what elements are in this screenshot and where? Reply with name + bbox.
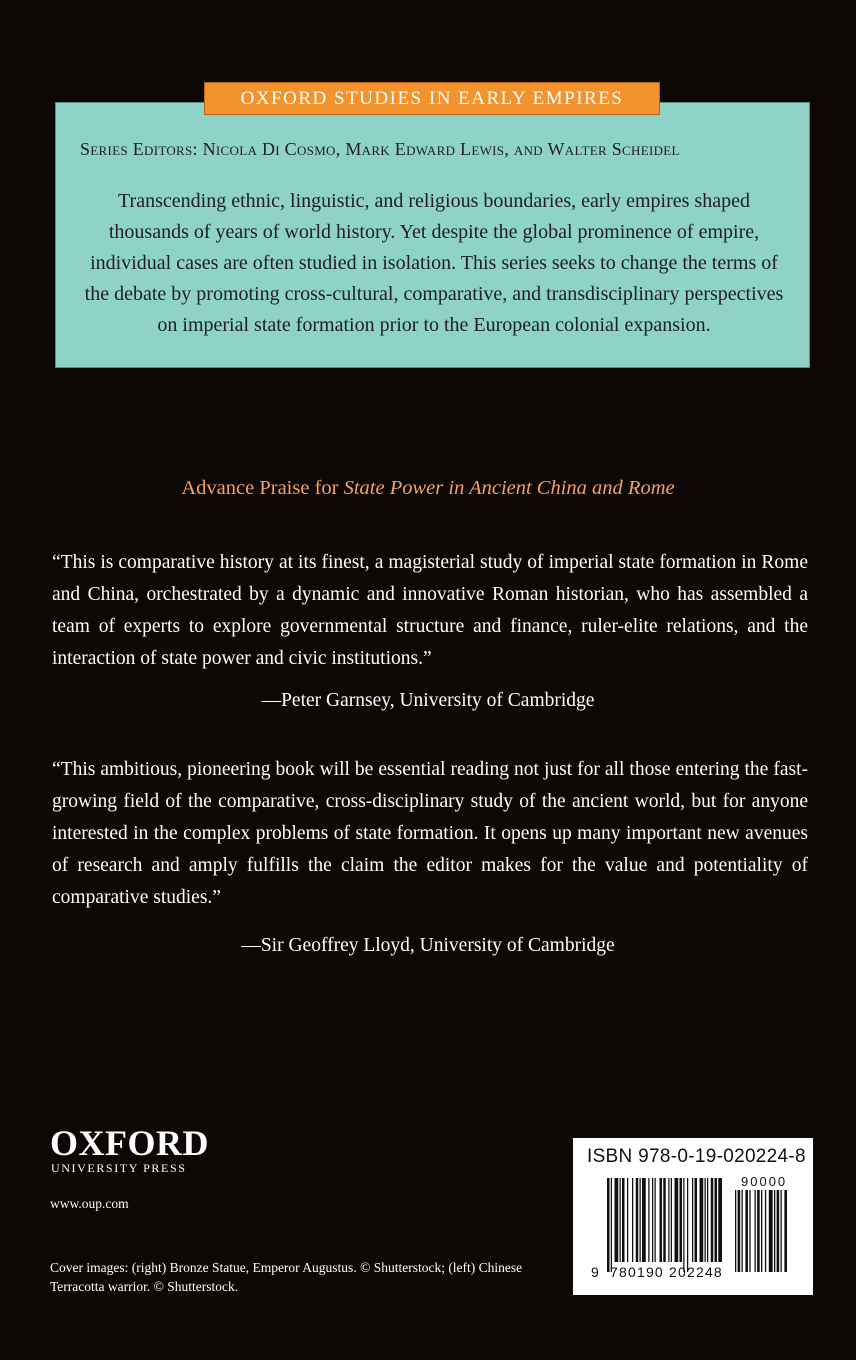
barcode-bar — [648, 1178, 649, 1262]
barcode-bar — [632, 1178, 633, 1262]
barcode-addon-bars — [735, 1190, 787, 1272]
barcode-digits: 780190 202248 — [610, 1264, 723, 1280]
praise-heading-book-title: State Power in Ancient China and Rome — [343, 477, 675, 499]
barcode-addon-bar — [755, 1190, 756, 1272]
barcode-addon-bar — [765, 1190, 766, 1272]
barcode-bar — [655, 1178, 656, 1262]
barcode-addon-bar — [761, 1190, 762, 1272]
barcode-bar — [683, 1178, 684, 1272]
barcode-bar — [622, 1178, 625, 1262]
barcode-bar — [671, 1178, 672, 1262]
barcode-bar — [705, 1178, 706, 1262]
barcode-addon-bar — [738, 1190, 741, 1272]
barcode-addon-bar — [784, 1190, 787, 1272]
praise-attribution-2: —Sir Geoffrey Lloyd, University of Cambridge — [241, 935, 615, 956]
barcode-bar — [718, 1178, 722, 1262]
publisher-website[interactable]: www.oup.com — [50, 1196, 129, 1211]
barcode-addon-bar — [742, 1190, 743, 1272]
barcode-addon-bar — [774, 1190, 775, 1272]
barcode-first-digit: 9 — [591, 1264, 599, 1280]
barcode-addon-bar — [735, 1190, 736, 1272]
barcode-addon-bar — [777, 1190, 780, 1272]
isbn-barcode — [573, 1138, 813, 1295]
series-description: Transcending ethnic, linguistic, and religious boundaries, early empires shaped thousands of years of world history. Yet despite the global prominence of empire, individual cases are often studied in isolation. This series seeks to change the terms of the debate by promoting cross-cultural, comparative, and transdisciplinary perspectives on imperial state formation prior to the European colonial expansion. — [84, 190, 784, 336]
publisher-logo-subtitle: UNIVERSITY PRESS — [51, 1161, 187, 1175]
praise-heading — [0, 477, 856, 500]
barcode-bar — [680, 1178, 683, 1262]
barcode-bar — [627, 1178, 628, 1262]
barcode-bar — [615, 1178, 619, 1262]
publisher-logo-name: OXFORD — [50, 1123, 209, 1163]
barcode-addon-bar — [769, 1190, 773, 1272]
barcode-bar — [700, 1178, 704, 1262]
barcode-bar — [695, 1178, 698, 1262]
barcode-addon-bar — [757, 1190, 760, 1272]
cover-image-credits: Cover images: (right) Bronze Statue, Emperor Augustus. © Shutterstock; (left) Chinese Terracotta warrior. © Shutterstock. — [50, 1260, 523, 1294]
barcode-main-bars — [607, 1178, 722, 1272]
barcode-addon-bar — [749, 1190, 750, 1272]
barcode-bar — [707, 1178, 708, 1262]
barcode-bar — [660, 1178, 663, 1262]
barcode-addon-number: 90000 — [741, 1174, 788, 1189]
series-title-tab: OXFORD STUDIES IN EARLY EMPIRES — [204, 82, 660, 115]
barcode-addon-bar — [745, 1190, 748, 1272]
barcode-bar — [652, 1178, 653, 1262]
barcode-bar — [715, 1178, 718, 1262]
barcode-bar — [692, 1178, 693, 1262]
barcode-bar — [607, 1178, 610, 1272]
barcode-bar — [687, 1178, 688, 1272]
barcode-bar — [675, 1178, 679, 1262]
praise-quote-1: “This is comparative history at its finest, a magisterial study of imperial state formation in Rome and China, orchestrated by a dynamic and innovative Roman historian, who has assembled a team of experts to explore governmental structure and finance, ruler-elite relations, and the interaction of state power and civic institutions.” — [52, 552, 808, 669]
barcode-bar — [620, 1178, 621, 1262]
barcode-bar — [663, 1178, 666, 1262]
barcode-bar — [640, 1178, 641, 1262]
praise-heading-prefix: Advance Praise for — [181, 477, 344, 499]
barcode-bar — [636, 1178, 639, 1262]
barcode-addon-bar — [781, 1190, 782, 1272]
barcode-bar — [668, 1178, 669, 1262]
barcode-bar — [642, 1178, 646, 1262]
barcode-bar — [711, 1178, 714, 1262]
series-editors: Series Editors: Nicola Di Cosmo, Mark Edward Lewis, and Walter Scheidel — [80, 139, 680, 159]
praise-quote-2: “This ambitious, pioneering book will be essential reading not just for all those entering the fast-growing field of the comparative, cross-disciplinary study of the ancient world, but for anyone interested in the complex problems of state formation. It opens up many important new avenues of research and amply fulfills the claim the editor makes for the value and potentiality of comparative studies.” — [52, 759, 808, 908]
barcode-bar — [611, 1178, 612, 1272]
isbn-number: ISBN 978-0-19-020224-8 — [587, 1146, 806, 1167]
praise-attribution-1: —Peter Garnsey, University of Cambridge — [261, 690, 595, 711]
